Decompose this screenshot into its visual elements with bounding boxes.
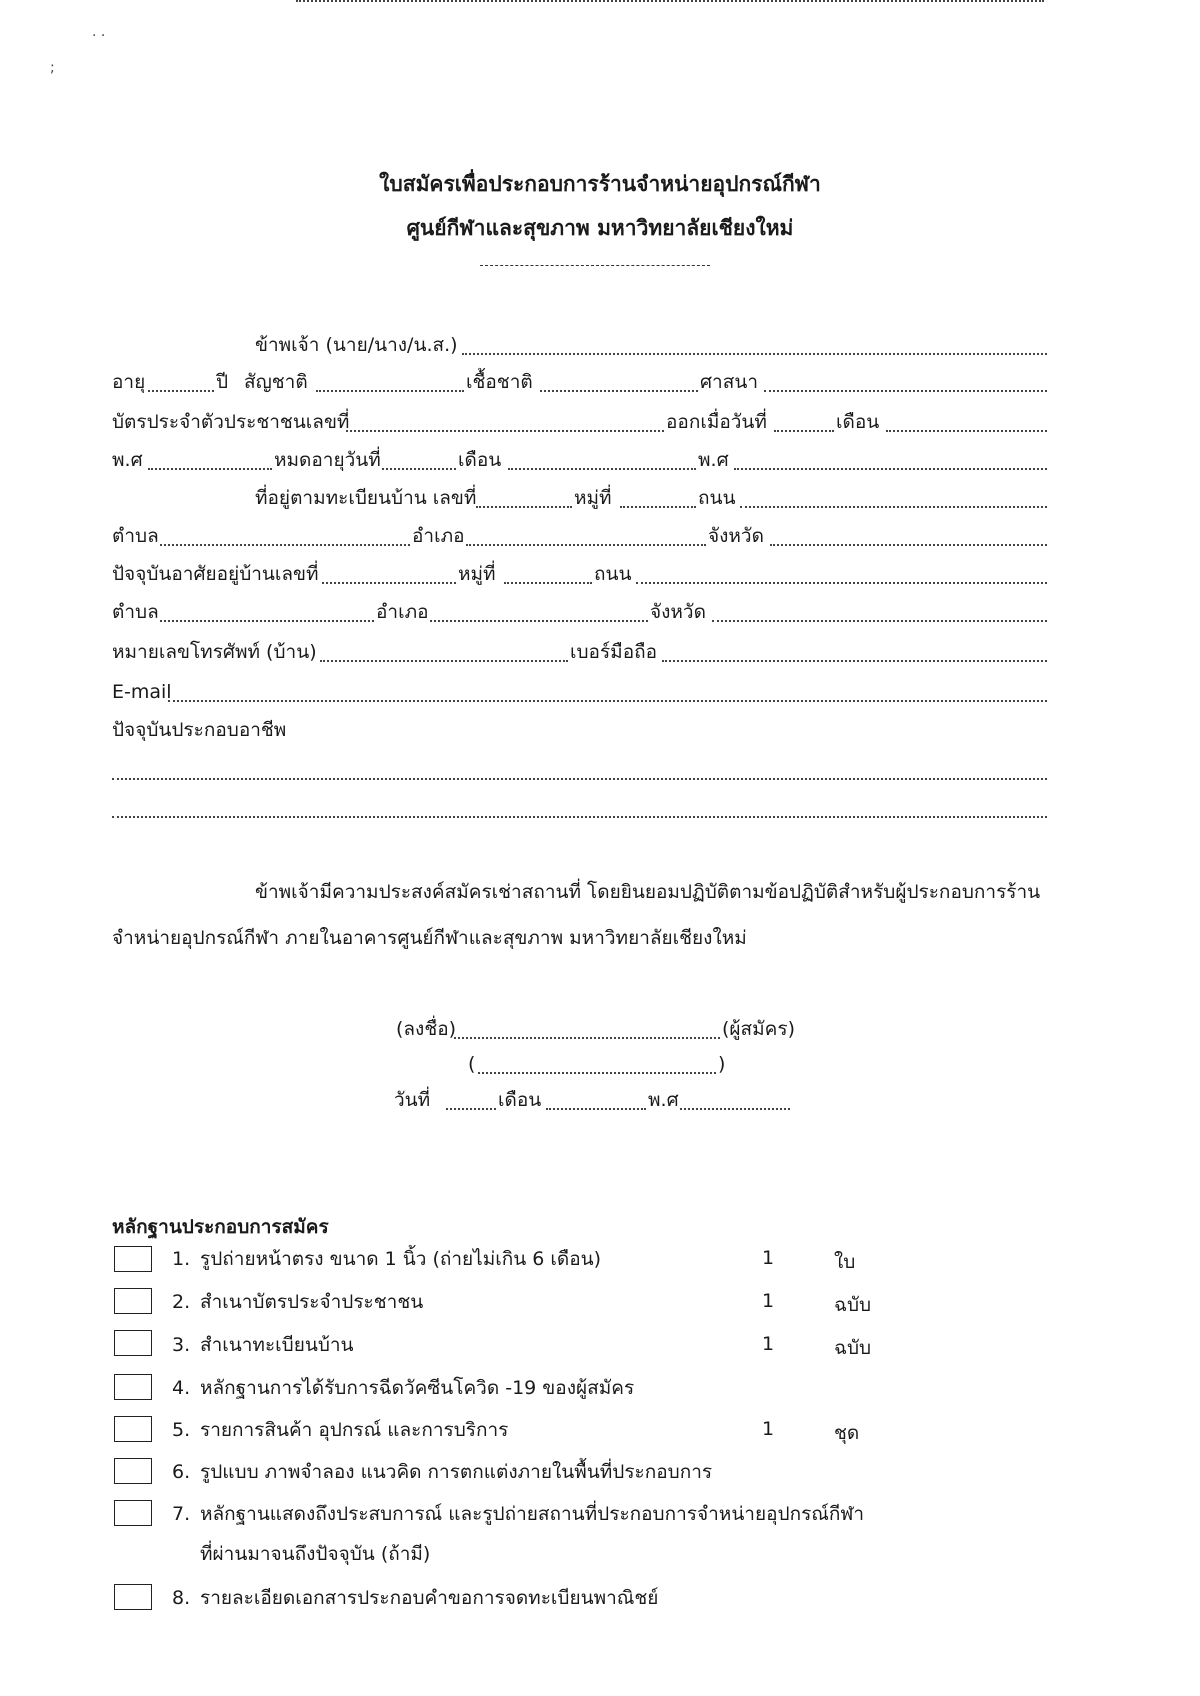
issued-day-field[interactable] (774, 430, 834, 432)
reg-road-label: ถนน (698, 487, 736, 509)
evidence-item-8: รายละเอียดเอกสารประกอบคำขอการจดทะเบียนพาณิชย์ (200, 1587, 659, 1609)
evidence-item-1: รูปถ่ายหน้าตรง ขนาด 1 นิ้ว (ถ่ายไม่เกิน 6 เดือน) (200, 1248, 602, 1270)
reg-tambon-label: ตำบล (112, 525, 159, 547)
reg-moo-label: หมู่ที่ (574, 487, 612, 509)
issued-year-label: พ.ศ (112, 449, 143, 471)
year-label: ปี (216, 371, 229, 393)
evidence-item-5: รายการสินค้า อุปกรณ์ และการบริการ (200, 1419, 509, 1441)
cur-tambon-label: ตำบล (112, 601, 159, 623)
evidence-item-7-line2: ที่ผ่านมาจนถึงปัจจุบัน (ถ้ามี) (200, 1543, 431, 1565)
applicant-label: (ผู้สมัคร) (722, 1018, 795, 1040)
evidence-num-5: 5. (172, 1419, 191, 1441)
home-phone-label: หมายเลขโทรศัพท์ (บ้าน) (112, 641, 317, 663)
occupation-field-line3[interactable] (112, 816, 1047, 818)
email-field[interactable] (168, 700, 1047, 702)
cur-province-field[interactable] (712, 620, 1047, 622)
sign-month-field[interactable] (546, 1108, 646, 1110)
evidence-item-2: สำเนาบัตรประจำประชาชน (200, 1291, 424, 1313)
statement-line1: ข้าพเจ้ามีความประสงค์สมัครเช่าสถานที่ โดยยินยอมปฏิบัติตามข้อปฏิบัติสำหรับผู้ประกอบการร้าน (255, 881, 1041, 903)
expiry-month-field[interactable] (508, 468, 696, 470)
evidence-unit-1: ใบ (834, 1251, 856, 1273)
evidence-checkbox-8[interactable] (114, 1584, 152, 1610)
reg-amphoe-label: อำเภอ (412, 525, 465, 547)
occupation-label: ปัจจุบันประกอบอาชีพ (112, 719, 287, 741)
evidence-checkbox-2[interactable] (114, 1288, 152, 1314)
evidence-num-8: 8. (172, 1587, 191, 1609)
sign-month-label: เดือน (498, 1089, 542, 1111)
issued-date-label: ออกเมื่อวันที่ (666, 411, 767, 433)
reg-amphoe-field[interactable] (466, 544, 706, 546)
cur-province-label: จังหวัด (650, 601, 706, 623)
ethnicity-field[interactable] (540, 390, 698, 392)
expiry-year-field[interactable] (734, 468, 1047, 470)
sign-date-label: วันที่ (394, 1089, 431, 1111)
title-divider (480, 265, 710, 266)
printed-name-field[interactable] (478, 1072, 716, 1074)
cur-road-field[interactable] (636, 582, 1047, 584)
evidence-num-4: 4. (172, 1377, 191, 1399)
religion-label: ศาสนา (700, 371, 758, 393)
name-field[interactable] (462, 353, 1047, 355)
reg-province-field[interactable] (770, 544, 1047, 546)
evidence-item-3: สำเนาทะเบียนบ้าน (200, 1334, 354, 1356)
evidence-count-3: 1 (762, 1333, 775, 1355)
name-paren-open: ( (468, 1053, 476, 1075)
cur-moo-field[interactable] (504, 582, 592, 584)
issued-month-field[interactable] (886, 430, 1047, 432)
expiry-month-label: เดือน (458, 449, 502, 471)
nationality-label: สัญชาติ (244, 371, 308, 393)
sign-year-field[interactable] (680, 1108, 790, 1110)
evidence-unit-5: ชุด (834, 1422, 860, 1444)
reg-house-no-field[interactable] (476, 506, 572, 508)
evidence-num-2: 2. (172, 1291, 191, 1313)
expiry-year-label: พ.ศ (698, 449, 729, 471)
occupation-field[interactable] (296, 0, 1044, 2)
expiry-label: หมดอายุวันที่ (274, 449, 381, 471)
expiry-day-field[interactable] (382, 468, 456, 470)
scan-mark-left: ; (50, 60, 55, 76)
evidence-unit-2: ฉบับ (834, 1294, 872, 1316)
reg-moo-field[interactable] (620, 506, 696, 508)
mobile-field[interactable] (662, 660, 1047, 662)
evidence-checkbox-6[interactable] (114, 1458, 152, 1484)
cur-address-label: ปัจจุบันอาศัยอยู่บ้านเลขที่ (112, 563, 319, 585)
sign-year-label: พ.ศ (648, 1089, 679, 1111)
name-paren-close: ) (718, 1053, 726, 1075)
issued-month-label: เดือน (836, 411, 880, 433)
ethnicity-label: เชื้อชาติ (466, 371, 533, 393)
cur-amphoe-field[interactable] (430, 620, 648, 622)
evidence-unit-3: ฉบับ (834, 1337, 872, 1359)
reg-address-label: ที่อยู่ตามทะเบียนบ้าน เลขที่ (255, 487, 477, 509)
cur-tambon-field[interactable] (160, 620, 374, 622)
name-label: ข้าพเจ้า (นาย/นาง/น.ส.) (255, 334, 458, 356)
reg-tambon-field[interactable] (160, 544, 410, 546)
signature-field[interactable] (454, 1037, 720, 1039)
evidence-num-3: 3. (172, 1334, 191, 1356)
nationality-field[interactable] (316, 390, 464, 392)
home-phone-field[interactable] (320, 660, 568, 662)
reg-province-label: จังหวัด (708, 525, 764, 547)
age-label: อายุ (112, 371, 146, 393)
evidence-item-4: หลักฐานการได้รับการฉีดวัคซีนโควิด -19 ของผู้สมัคร (200, 1377, 635, 1399)
id-card-label: บัตรประจำตัวประชาชนเลขที่ (112, 411, 350, 433)
cur-house-no-field[interactable] (322, 582, 456, 584)
statement-line2: จำหน่ายอุปกรณ์กีฬา ภายในอาคารศูนย์กีฬาและสุขภาพ มหาวิทยาลัยเชียงใหม่ (112, 927, 747, 949)
reg-road-field[interactable] (740, 506, 1047, 508)
evidence-heading: หลักฐานประกอบการสมัคร (112, 1216, 329, 1238)
evidence-count-2: 1 (762, 1290, 775, 1312)
evidence-item-6: รูปแบบ ภาพจำลอง แนวคิด การตกแต่งภายในพื้นที่ประกอบการ (200, 1461, 713, 1483)
email-label: E-mail (112, 681, 172, 703)
evidence-num-7: 7. (172, 1503, 191, 1525)
evidence-checkbox-5[interactable] (114, 1416, 152, 1442)
evidence-count-5: 1 (762, 1418, 775, 1440)
form-title-line2: ศูนย์กีฬาและสุขภาพ มหาวิทยาลัยเชียงใหม่ (406, 216, 794, 240)
form-title-line1: ใบสมัครเพื่อประกอบการร้านจำหน่ายอุปกรณ์กีฬา (379, 172, 821, 196)
age-field[interactable] (148, 390, 214, 392)
id-card-field[interactable] (346, 430, 664, 432)
sign-day-field[interactable] (446, 1108, 496, 1110)
occupation-field-line2[interactable] (112, 778, 1047, 780)
cur-amphoe-label: อำเภอ (376, 601, 429, 623)
cur-moo-label: หมู่ที่ (458, 563, 496, 585)
issued-year-field[interactable] (148, 468, 272, 470)
evidence-item-7: หลักฐานแสดงถึงประสบการณ์ และรูปถ่ายสถานที่ประกอบการจำหน่ายอุปกรณ์กีฬา (200, 1503, 865, 1525)
evidence-num-6: 6. (172, 1461, 191, 1483)
scan-mark-top: · · (92, 28, 106, 44)
evidence-checkbox-4[interactable] (114, 1374, 152, 1400)
cur-road-label: ถนน (594, 563, 632, 585)
religion-field[interactable] (764, 390, 1047, 392)
evidence-checkbox-1[interactable] (114, 1246, 152, 1272)
evidence-count-1: 1 (762, 1247, 775, 1269)
evidence-checkbox-7[interactable] (114, 1500, 152, 1526)
sign-label: (ลงชื่อ) (396, 1018, 457, 1040)
mobile-label: เบอร์มือถือ (570, 641, 658, 663)
evidence-num-1: 1. (172, 1248, 191, 1270)
evidence-checkbox-3[interactable] (114, 1330, 152, 1356)
